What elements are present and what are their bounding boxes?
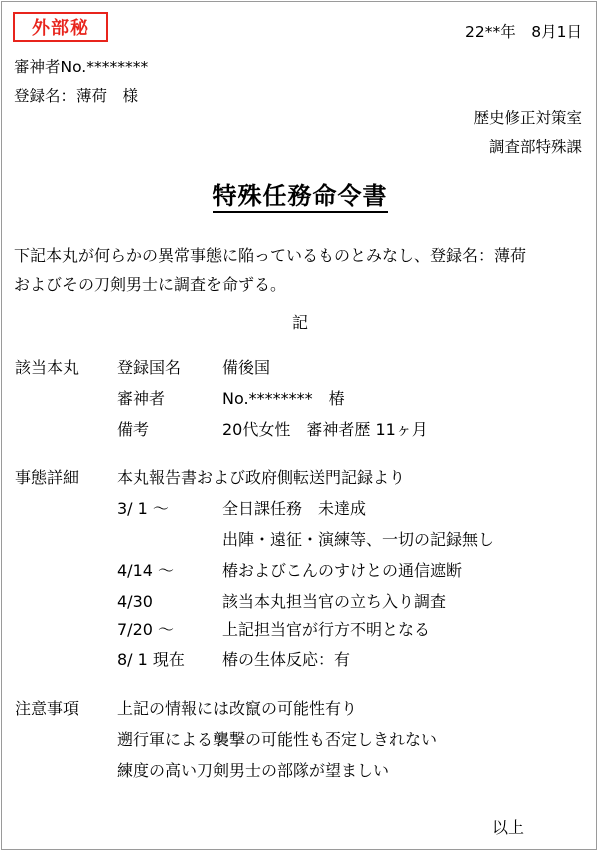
details-text: 上記担当官が行方不明となる: [222, 620, 431, 639]
notes-line: 遡行軍による襲撃の可能性も否定しきれない: [117, 730, 438, 749]
target-row-3: [0, 418, 600, 442]
details-row: [0, 618, 600, 642]
intro-line-1: 下記本丸が何らかの異常事態に陥っているものとみなし、登録名：薄荷: [14, 246, 527, 265]
target-label: 備考: [117, 420, 150, 439]
target-value: 備後国: [222, 358, 271, 377]
target-label: 審神者: [117, 389, 166, 408]
details-date: 4/14 ～: [117, 561, 175, 580]
target-label: 登録国名: [117, 358, 182, 377]
details-row-source: [0, 466, 600, 490]
closing-mark: 以上: [492, 818, 525, 837]
details-row: [0, 497, 600, 521]
details-row: [0, 559, 600, 583]
target-value: No.******** 椿: [222, 389, 345, 408]
target-heading: 該当本丸: [15, 358, 80, 377]
addressee-number: 審神者No.********: [14, 58, 149, 76]
issuer-department: 歴史修正対策室: [473, 109, 582, 127]
details-text: 全日課任務 未達成: [222, 499, 367, 518]
intro-line-2: およびその刀剣男士に調査を命ずる。: [14, 275, 287, 294]
document-title-text: 特殊任務命令書: [213, 182, 388, 213]
intro-paragraph: [14, 241, 589, 299]
notes-row-2: [0, 728, 600, 752]
details-text: 椿の生体反応：有: [222, 650, 351, 669]
details-row: [0, 590, 600, 614]
notes-line: 上記の情報には改竄の可能性有り: [117, 699, 358, 718]
notes-heading: 注意事項: [15, 699, 80, 718]
details-date: 4/30: [117, 592, 153, 611]
details-row: [0, 648, 600, 672]
document-title: [0, 181, 600, 211]
details-date: 3/ 1 ～: [117, 499, 169, 518]
details-date: 8/ 1 現在: [117, 650, 185, 669]
issue-date: 22**年 8月1日: [465, 23, 582, 41]
confidential-stamp: 外部秘: [13, 12, 108, 42]
ki-marker: 記: [291, 313, 308, 332]
details-date: 7/20 ～: [117, 620, 175, 639]
addressee-name: 登録名：薄荷 様: [14, 87, 139, 105]
details-source: 本丸報告書および政府側転送門記録より: [117, 468, 406, 487]
details-text: 椿およびこんのすけとの通信遮断: [222, 561, 463, 580]
details-text: 出陣・遠征・演練等、一切の記録無し: [222, 530, 495, 549]
notes-row-1: [0, 697, 600, 721]
notes-line: 練度の高い刀剣男士の部隊が望ましい: [117, 761, 390, 780]
target-row-2: [0, 387, 600, 411]
target-row-1: [0, 356, 600, 380]
target-value: 20代女性 審神者歴 11ヶ月: [222, 420, 428, 439]
details-text: 該当本丸担当官の立ち入り調査: [222, 592, 447, 611]
details-row: [0, 528, 600, 552]
issuer-section: 調査部特殊課: [488, 138, 582, 156]
details-heading: 事態詳細: [15, 468, 80, 487]
notes-row-3: [0, 759, 600, 783]
